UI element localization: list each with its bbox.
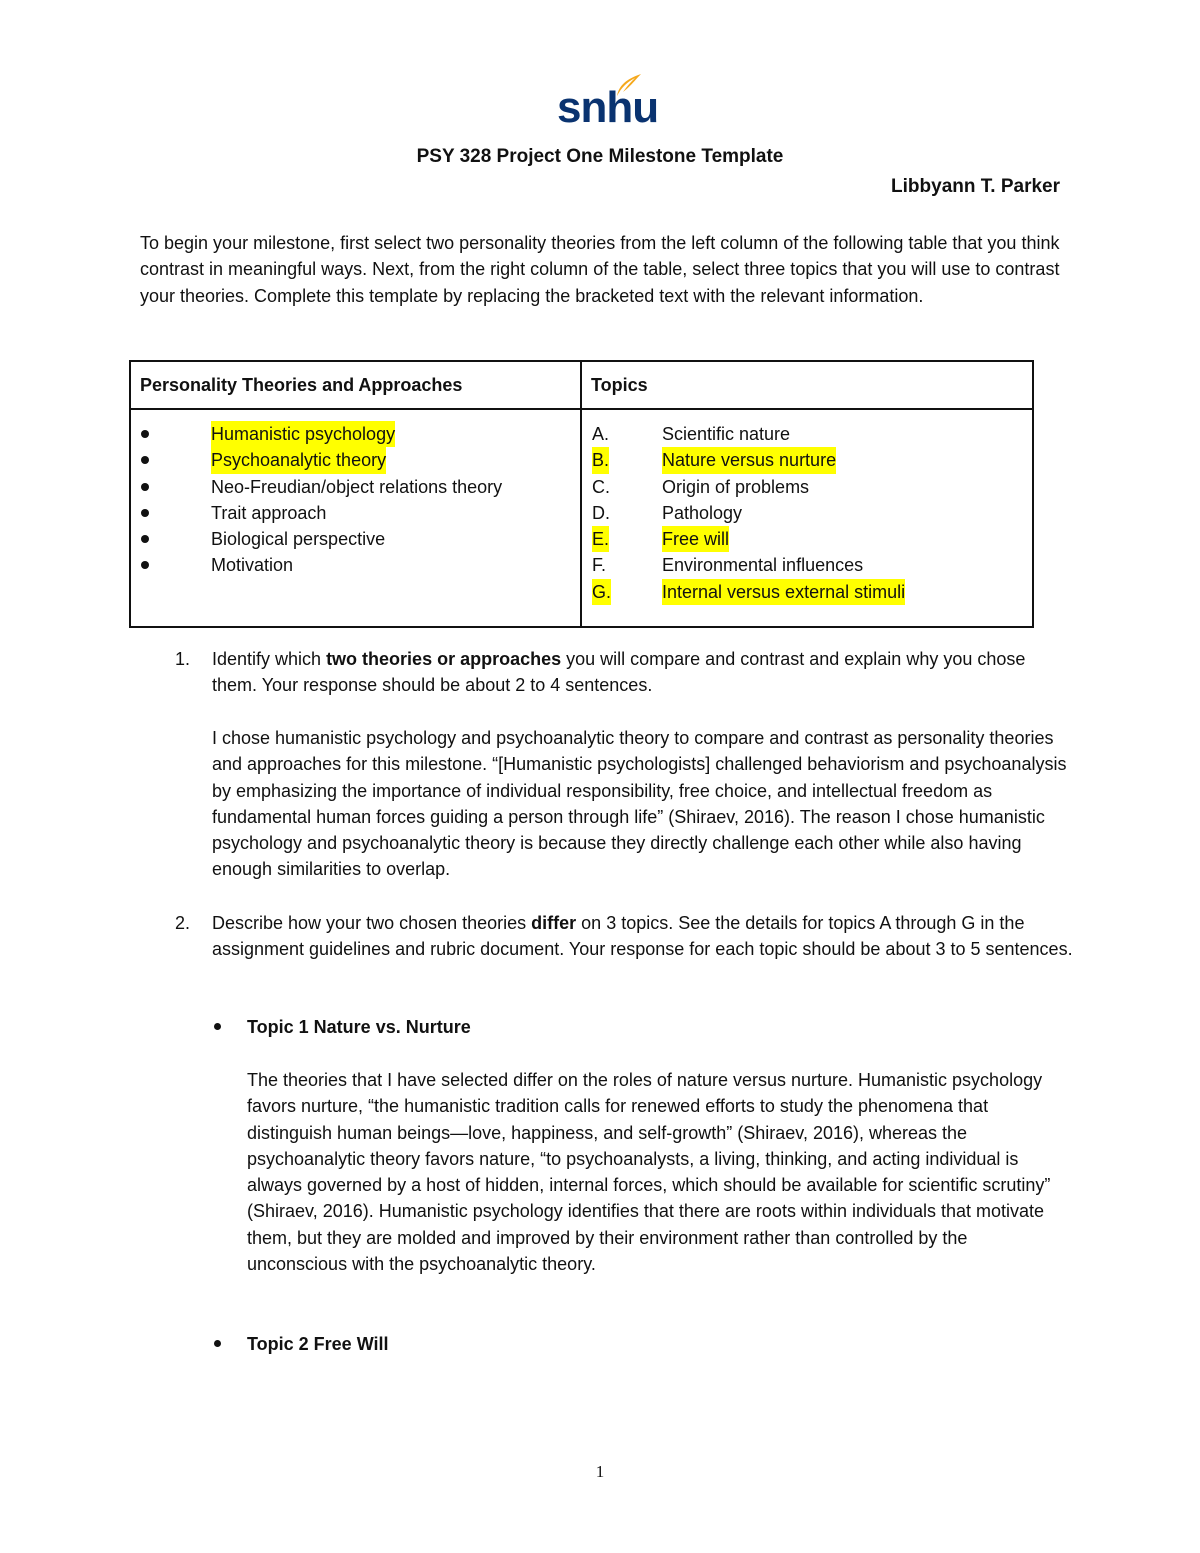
- topic-label: Pathology: [662, 502, 743, 523]
- topic-letter: E.: [592, 526, 609, 552]
- list-item: [131, 421, 580, 447]
- topic-label: Scientific nature: [662, 424, 791, 444]
- bullet-icon: [141, 561, 149, 569]
- theory-label: Biological perspective: [211, 529, 386, 550]
- prompt-emphasis: two theories or approaches: [326, 649, 562, 669]
- table-header-theories: Personality Theories and Approaches: [130, 361, 581, 409]
- bullet-icon: [141, 535, 149, 543]
- topics-cell: [581, 409, 1033, 627]
- prompt-text: on 3 topics. See the details for topics A through G in the assignment guidelines and rubric document. Your response for each topic should be about 3 to 5 sentences.: [212, 913, 1073, 960]
- bullet-icon: [214, 1023, 221, 1030]
- list-item: [131, 447, 580, 473]
- theory-label: Trait approach: [211, 502, 327, 523]
- topic-letter: C.: [592, 476, 610, 497]
- theory-label: Psychoanalytic theory: [211, 447, 386, 473]
- intro-paragraph: To begin your milestone, first select two personality theories from the left column of the following table that you think contrast in meaningful ways. Next, from the right column of the table, select three topics that you will use to contrast your theories. Complete this template by replacing the bracketed text with the relevant information.: [140, 233, 1060, 306]
- snhu-logo: [557, 72, 659, 134]
- theories-topics-table: [129, 360, 1034, 628]
- question-2-prompt: [212, 910, 1074, 963]
- prompt-text: Identify which: [212, 649, 327, 669]
- logo-wordmark: snhu: [557, 83, 659, 132]
- topic-letter: D.: [592, 502, 610, 523]
- topic-1-answer: The theories that I have selected differ on the roles of nature versus nurture. Humanistic psychology favors nurture, “the humanistic tradition calls for renewed efforts to study the phenomena that distinguish human beings—love, happiness, and self-growth” (Shiraev, 2016), whereas the psychoanalytic theory favors nature, “to psychoanalysts, a living, thinking, and acting individual is always governed by a host of hidden, internal forces, which should be available for scientific scrutiny” (Shiraev, 2016). Humanistic psychology identifies that there are roots within individuals that motivate them, but they are molded and improved by their environment rather than controlled by the unconscious with the psychoanalytic theory.: [247, 1070, 1051, 1275]
- question-1-prompt: [212, 646, 1072, 699]
- topic-label: Nature versus nurture: [662, 447, 836, 473]
- list-item: [131, 526, 580, 552]
- page-title: PSY 328 Project One Milestone Template: [416, 146, 784, 167]
- bullet-icon: [141, 456, 149, 464]
- list-item: [131, 474, 580, 500]
- topic-label: Internal versus external stimuli: [662, 579, 905, 605]
- topic-label: Free will: [662, 526, 729, 552]
- topic-1-heading: Topic 1 Nature vs. Nurture: [247, 1017, 471, 1037]
- list-item: [131, 500, 580, 526]
- list-item: [582, 447, 1032, 473]
- list-item: [582, 474, 1032, 500]
- author-name: Libbyann T. Parker: [891, 176, 1060, 197]
- list-item: [582, 552, 1032, 578]
- theory-label: Humanistic psychology: [211, 421, 395, 447]
- prompt-text: you will compare and contrast and explain why you chose them. Your response should be about 2 to 4 sentences.: [212, 649, 1026, 696]
- topic-letter: G.: [592, 579, 611, 605]
- bullet-icon: [141, 509, 149, 517]
- list-item: [131, 552, 580, 578]
- list-item: [582, 526, 1032, 552]
- topic-2-heading: Topic 2 Free Will: [247, 1334, 389, 1354]
- list-item: [582, 421, 1032, 447]
- theory-label: Motivation: [211, 555, 294, 576]
- question-number: 1.: [175, 649, 191, 669]
- theories-list: [131, 421, 580, 579]
- topic-letter: F.: [592, 555, 607, 576]
- question-number: 2.: [175, 913, 191, 933]
- topic-label: Environmental influences: [662, 555, 864, 576]
- theory-label: Neo-Freudian/object relations theory: [211, 476, 503, 497]
- question-1-answer: I chose humanistic psychology and psychoanalytic theory to compare and contrast as personality theories and approaches for this milestone. “[Humanistic psychologists] challenged behaviorism and psychoanalysis by emphasizing the importance of individual responsibility, free choice, and intellectual freedom as fundamental human forces guiding a person through life” (Shiraev, 2016). The reason I chose humanistic psychology and psychoanalytic theory is because they directly challenge each other while also having enough similarities to overlap.: [212, 728, 1067, 880]
- theories-cell: [130, 409, 581, 627]
- topic-letter: A.: [592, 424, 610, 444]
- list-item: [582, 579, 1032, 605]
- table-header-topics: Topics: [581, 361, 1033, 409]
- topics-list: [582, 421, 1032, 605]
- prompt-emphasis: differ: [531, 913, 577, 933]
- page-number: 1: [595, 1462, 605, 1481]
- bullet-icon: [141, 430, 149, 438]
- topic-label: Origin of problems: [662, 476, 810, 497]
- list-item: [582, 500, 1032, 526]
- bullet-icon: [141, 483, 149, 491]
- bullet-icon: [214, 1340, 221, 1347]
- prompt-text: Describe how your two chosen theories: [212, 913, 532, 933]
- topic-letter: B.: [592, 447, 609, 473]
